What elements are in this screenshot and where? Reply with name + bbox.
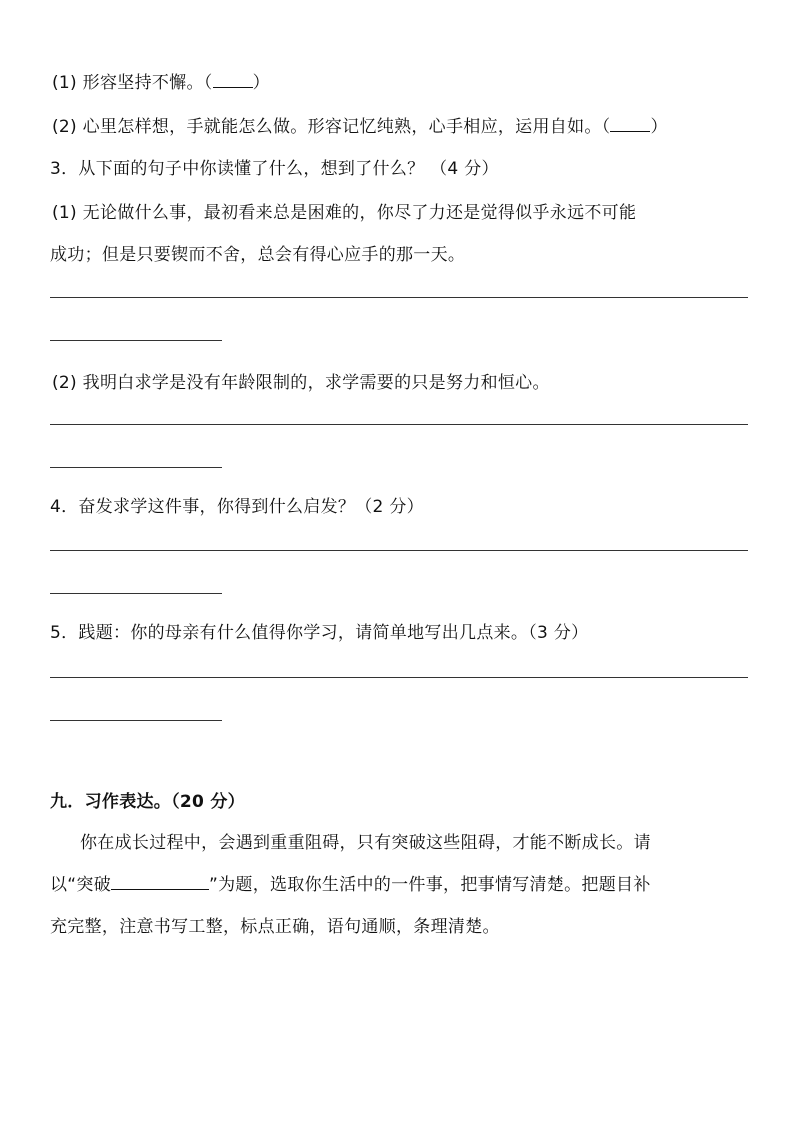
answer-line-short[interactable] xyxy=(50,593,222,594)
question-3-title: 3．从下面的句子中你读懂了什么，想到了什么？ （4 分） xyxy=(50,159,499,179)
essay-prompt-line-2-suffix: ”为题，选取你生活中的一件事，把事情写清楚。把题目补 xyxy=(209,875,651,895)
answer-line-short[interactable] xyxy=(50,720,222,721)
idiom-item-2 xyxy=(52,112,668,137)
answer-line[interactable] xyxy=(50,550,748,551)
answer-line-short[interactable] xyxy=(50,340,222,341)
question-3-item-1-line-2: 成功；但是只要锲而不舍，总会有得心应手的那一天。 xyxy=(50,245,466,265)
essay-prompt-line-2-prefix: 以“突破 xyxy=(50,875,112,895)
question-3-item-1-line-1: (1) 无论做什么事，最初看来总是困难的，你尽了力还是觉得似乎永远不可能 xyxy=(52,203,637,223)
essay-prompt-line-1: 你在成长过程中，会遇到重重阻碍，只有突破这些阻碍，才能不断成长。请 xyxy=(80,833,651,853)
idiom-item-1-blank[interactable] xyxy=(213,70,253,88)
idiom-item-2-text: (2) 心里怎样想，手就能怎么做。形容记忆纯熟，心手相应，运用自如。（ xyxy=(52,117,611,137)
essay-prompt-line-3: 充完整，注意书写工整，标点正确，语句通顺，条理清楚。 xyxy=(50,917,500,937)
idiom-item-1 xyxy=(52,68,270,93)
answer-line[interactable] xyxy=(50,424,748,425)
section-9-heading: 九．习作表达。（20 分） xyxy=(50,792,245,812)
idiom-item-2-close: ） xyxy=(650,117,668,137)
essay-prompt-line-2 xyxy=(50,870,651,895)
answer-line[interactable] xyxy=(50,297,748,298)
question-3-item-2: (2) 我明白求学是没有年龄限制的，求学需要的只是努力和恒心。 xyxy=(52,373,550,393)
idiom-item-1-close: ） xyxy=(252,73,270,93)
idiom-item-1-text: (1) 形容坚持不懈。（ xyxy=(52,73,213,93)
question-4-title: 4．奋发求学这件事，你得到什么启发？（2 分） xyxy=(50,497,424,517)
idiom-item-2-blank[interactable] xyxy=(610,114,650,132)
question-5-title: 5．践题：你的母亲有什么值得你学习，请简单地写出几点来。（3 分） xyxy=(50,623,589,643)
answer-line-short[interactable] xyxy=(50,467,222,468)
answer-line[interactable] xyxy=(50,677,748,678)
essay-title-blank[interactable] xyxy=(111,872,209,890)
